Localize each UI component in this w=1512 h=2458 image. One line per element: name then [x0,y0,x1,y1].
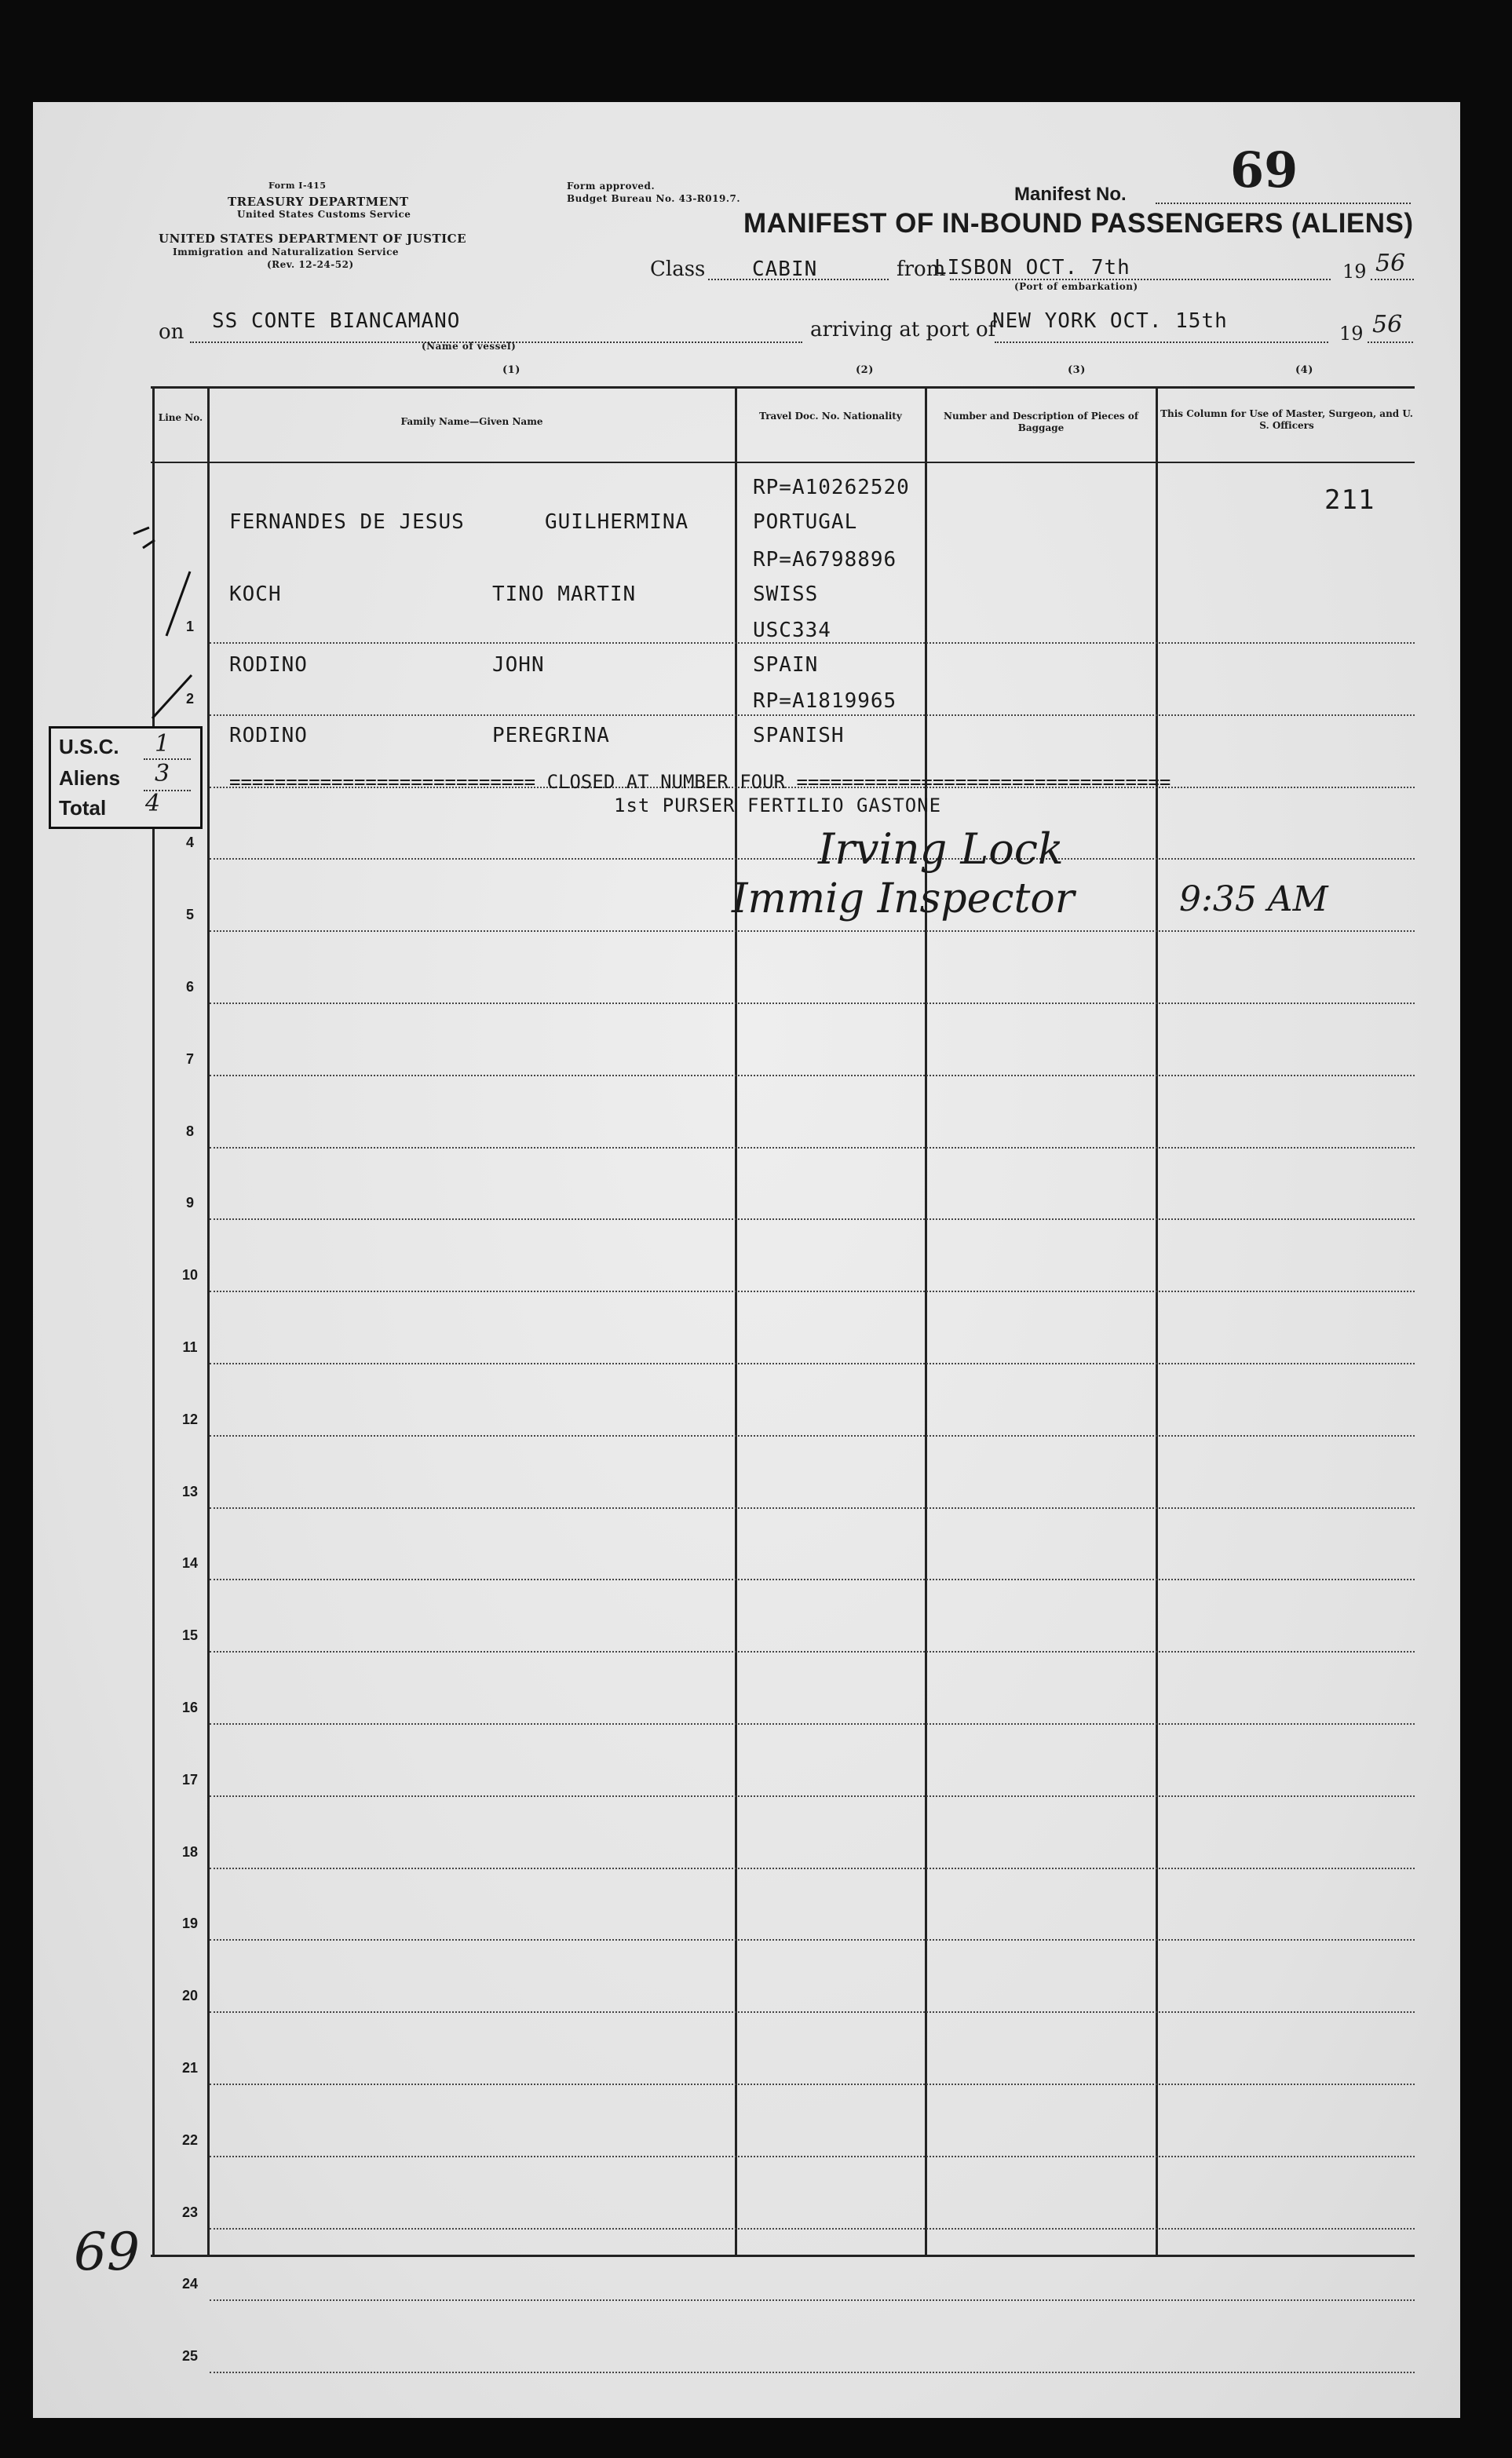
row-3-given-name: JOHN [492,653,545,677]
row-3-nationality: SPAIN [753,653,819,677]
aliens-count: 3 [155,760,170,787]
row-1-officer-number: 211 [1324,484,1375,516]
manifest-number: 69 [1230,141,1298,199]
departure-year-suffix: 56 [1375,250,1406,277]
row-2-given-name: TINO MARTIN [492,583,637,606]
form-number: Form I-415 [268,181,327,191]
header-officers: This Column for Use of Master, Surgeon, and U. S. Officers [1160,408,1413,431]
line-number: 23 [181,2204,199,2220]
row-divider [210,1723,1415,1725]
arrival-year-suffix: 56 [1372,311,1403,338]
line-number: 21 [181,2060,199,2076]
col-2-number: (2) [856,364,874,376]
line-number: 17 [181,1772,199,1788]
row-1-nationality: PORTUGAL [753,510,858,534]
line-number: 16 [181,1700,199,1715]
header-family-name: Family Name—Given Name [400,416,543,427]
row-divider [210,1218,1415,1220]
line-number: 6 [185,979,194,995]
row-divider [210,2011,1415,2013]
line-number: 20 [181,1988,199,2003]
usc-label: U.S.C. [59,735,119,758]
line-number: 1 [185,619,194,634]
row-divider [210,1147,1415,1149]
line-number: 12 [181,1412,199,1427]
header-line-no: Line No. [158,412,203,423]
row-divider [210,2084,1415,2085]
line-number: 4 [185,835,194,850]
line-number: 11 [182,1339,198,1355]
row-4-family-name: RODINO [229,724,308,747]
col-4-number: (4) [1295,364,1313,376]
header-baggage: Number and Description of Pieces of Baggage [944,411,1138,433]
immigration-service: Immigration and Naturalization Service [173,247,400,257]
row-4-travel-doc: RP=A1819965 [753,689,897,713]
line-number: 7 [185,1051,194,1067]
revision-date: (Rev. 12-24-52) [267,259,354,270]
row-divider [210,2156,1415,2157]
vessel-name: SS CONTE BIANCAMANO [212,309,461,333]
usc-count: 1 [155,730,170,758]
row-2-nationality: SWISS [753,583,819,606]
row-1-family-name: FERNANDES DE JESUS [229,510,465,534]
row-divider [210,2299,1415,2301]
line-number: 13 [181,1484,199,1499]
row-divider [210,642,1415,644]
row-divider [210,930,1415,932]
row-4-nationality: SPANISH [753,724,845,747]
row-divider [210,1868,1415,1869]
closing-line: =========================== CLOSED AT NUMBER FOUR ================================= [229,771,1171,793]
class-value: CABIN [752,257,818,281]
manifest-page [33,102,1460,2418]
line-number: 2 [185,691,194,707]
line-number: 5 [185,907,194,922]
row-divider [210,714,1415,716]
total-label: Total [59,796,107,820]
row-divider [210,1003,1415,1004]
vessel-caption: (Name of vessel) [422,341,517,352]
purser-line: 1st PURSER FERTILIO GASTONE [614,794,942,816]
arrival-year-prefix: 19 [1339,323,1364,345]
inspector-signature-title: Immig Inspector [732,875,1075,922]
manifest-no-label: Manifest No. [1014,184,1127,205]
col-1-number: (1) [502,364,520,376]
line-number: 25 [181,2348,199,2364]
line-number: 8 [185,1123,194,1139]
line-number: 19 [181,1916,199,1931]
embarkation-port: LISBON OCT. 7th [934,256,1130,279]
row-divider [210,2372,1415,2373]
line-number: 10 [181,1267,199,1283]
row-4-given-name: PEREGRINA [492,724,610,747]
row-divider [210,1291,1415,1292]
customs-service: United States Customs Service [237,209,411,220]
manifest-title: MANIFEST OF IN-BOUND PASSENGERS (ALIENS) [743,208,1414,239]
department-of-justice: UNITED STATES DEPARTMENT OF JUSTICE [159,232,467,246]
row-divider [210,1795,1415,1797]
port-of-embarkation-caption: (Port of embarkation) [1014,281,1138,292]
form-approved: Form approved. [567,181,656,192]
aliens-label: Aliens [59,766,121,790]
line-number: 22 [181,2132,199,2148]
row-1-travel-doc: RP=A10262520 [753,476,910,499]
passenger-count-stamp [49,726,203,829]
from-label: from [897,257,946,281]
header-travel-doc: Travel Doc. No. Nationality [759,411,902,422]
row-2-family-name: KOCH [229,583,282,606]
row-1-given-name: GUILHERMINA [545,510,689,534]
line-number: 15 [181,1627,199,1643]
row-divider [210,1075,1415,1076]
total-count: 4 [145,790,161,817]
line-number: 9 [185,1195,194,1211]
line-number: 24 [181,2276,199,2292]
row-3-travel-doc: USC334 [753,619,831,642]
line-number: 14 [181,1555,199,1571]
arrival-port: NEW YORK OCT. 15th [992,309,1228,333]
row-divider [210,1507,1415,1509]
on-label: on [159,320,184,344]
row-3-family-name: RODINO [229,653,308,677]
row-divider [210,1363,1415,1364]
row-divider [210,2228,1415,2230]
class-label: Class [650,257,706,281]
row-divider [210,1939,1415,1941]
row-divider [210,1435,1415,1437]
inspection-time: 9:35 AM [1179,879,1328,919]
departure-year-prefix: 19 [1342,261,1367,283]
budget-bureau: Budget Bureau No. 43-R019.7. [567,193,741,204]
col-3-number: (3) [1068,364,1086,376]
row-2-travel-doc: RP=A6798896 [753,548,897,572]
row-divider [210,858,1415,860]
row-divider [210,1651,1415,1653]
treasury-department: TREASURY DEPARTMENT [228,195,409,209]
page-number-handwritten: 69 [74,2222,140,2282]
arriving-label: arriving at port of [810,318,996,341]
inspector-signature-name: Irving Lock [818,824,1064,874]
row-divider [210,1579,1415,1580]
line-number: 18 [181,1844,199,1860]
